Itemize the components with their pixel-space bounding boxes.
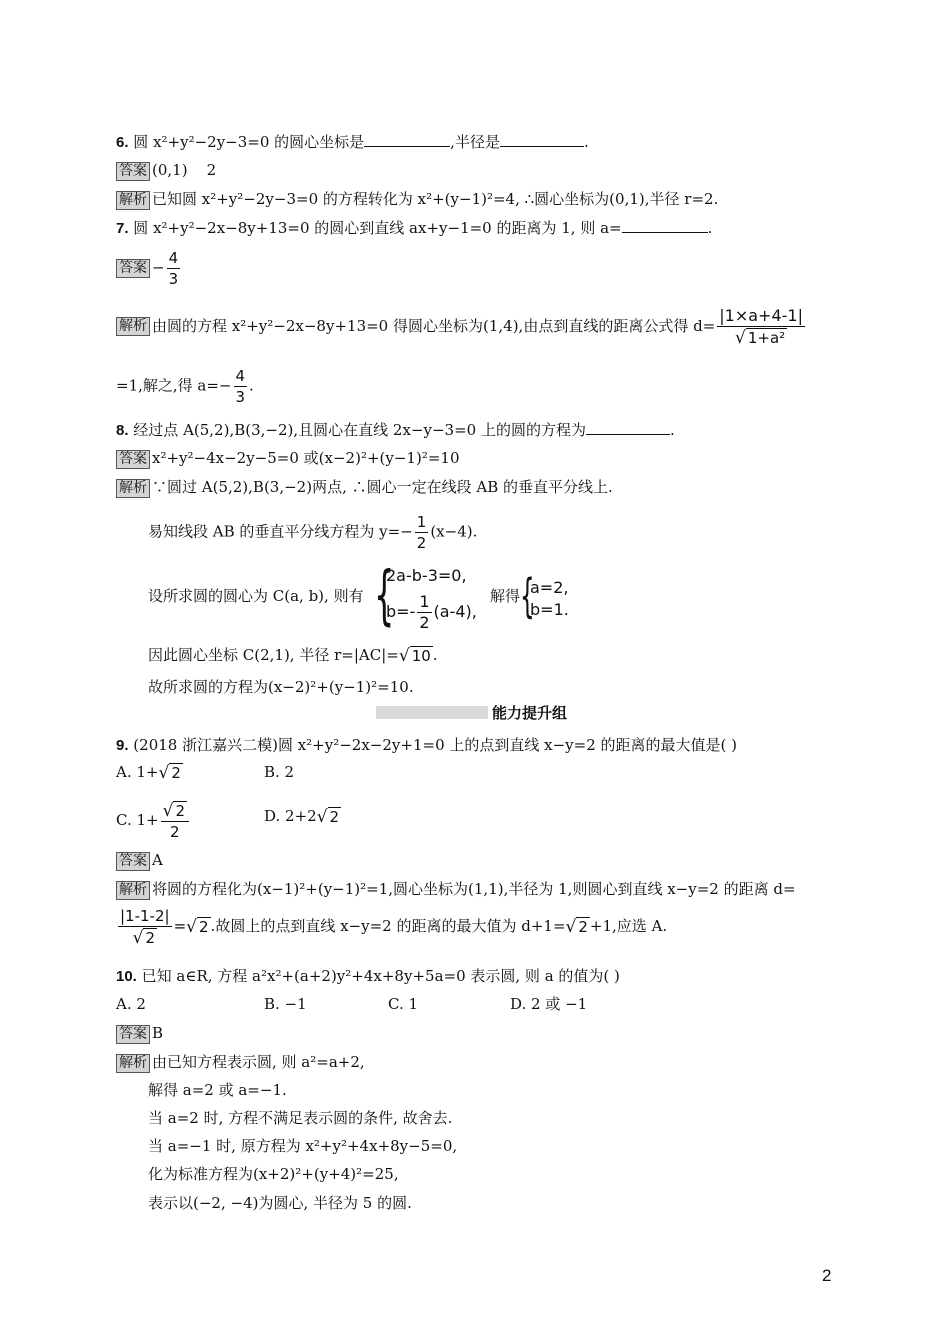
q6-blank-radius: [500, 132, 584, 147]
q8-bisector-end: (x−4).: [430, 522, 478, 541]
q7-analysis-line1: [116, 306, 807, 348]
fraction-denominator: 3: [235, 388, 246, 406]
fraction-denominator: 2: [419, 613, 430, 632]
q8-final-equation: 故所求圆的方程为(x−2)²+(y−1)²=10.: [148, 678, 414, 696]
fraction-numerator: 4: [235, 367, 246, 385]
fraction-numerator: [161, 800, 189, 822]
option-label: A. 2: [116, 995, 146, 1013]
q10-analysis-line1: [116, 1052, 365, 1073]
sqrt-expression: √ 2: [132, 927, 155, 948]
option-label: D. 2+2: [264, 807, 317, 825]
system-equation: b=-: [386, 602, 416, 621]
option-fraction: [161, 800, 189, 842]
q10-analysis-line5: [148, 1164, 399, 1184]
q9-analysis-line2: [116, 906, 667, 948]
sqrt-expression: √ 2: [162, 800, 185, 821]
q6-analysis: [116, 189, 718, 210]
q9-analysis-end: +1,应选 A.: [589, 916, 668, 935]
q7-analysis-result: =1,解之,得 a=−: [116, 376, 232, 395]
page-number: 2: [822, 1266, 832, 1285]
radical-icon: √: [316, 807, 328, 827]
section-title-text: 能力提升组: [492, 704, 568, 722]
q8-analysis-line2: [148, 512, 477, 553]
q6-analysis-text: 已知圆 x²+y²−2y−3=0 的方程转化为 x²+(y−1)²=4, ∴圆心坐标为(0,1),半径 r=2.: [152, 190, 719, 208]
radical-icon: √: [735, 327, 746, 348]
analysis-label: 解析: [116, 191, 150, 210]
q8-analysis-line1: [116, 477, 613, 498]
q8-solve-text: [490, 586, 520, 606]
radical-icon: √: [398, 646, 410, 666]
left-brace-icon: {: [520, 569, 535, 623]
fraction-denominator: 3: [168, 270, 179, 288]
answer-label: 答案: [116, 162, 150, 181]
radical-icon: √: [186, 916, 197, 937]
radical-icon: √: [158, 763, 170, 783]
sqrt-expression: √ 2: [316, 807, 340, 827]
q9-question: [116, 735, 737, 756]
q10-analysis-line6: [148, 1193, 412, 1213]
q8-text-end: .: [669, 421, 675, 439]
q9-analysis-text: 将圆的方程化为(x−1)²+(y−1)²=1,圆心坐标为(1,1),半径为 1,则圆心到直线 x−y=2 的距离 d=: [152, 880, 796, 898]
q10-analysis-line2: [148, 1080, 287, 1100]
q10-analysis-line3: [148, 1108, 452, 1128]
q7-analysis-text: 由圆的方程 x²+y²−2x−8y+13=0 得圆心坐标为(1,4),由点到直线的距离公式得 d=: [152, 316, 716, 335]
q8-radius-end: .: [432, 646, 438, 664]
q10-answer: [116, 1023, 163, 1044]
q6-blank-center: [364, 132, 450, 147]
q6-text-mid: ,半径是: [450, 133, 500, 151]
q9-option-a[interactable]: [116, 762, 183, 783]
answer-label: 答案: [116, 450, 150, 469]
q7-text: 圆 x²+y²−2x−8y+13=0 的圆心到直线 ax+y−1=0 的距离为 1, 则 a=: [133, 219, 622, 237]
q10-number: 10.: [116, 968, 137, 985]
q10-analysis-line4: [148, 1136, 457, 1156]
q7-answer-fraction: [167, 248, 181, 289]
q8-answer-text: x²+y²−4x−2y−5=0 或(x−2)²+(y−1)²=10: [152, 449, 460, 467]
q9-number: 9.: [116, 737, 129, 754]
q6-number: 6.: [116, 134, 129, 151]
option-label: D. 2 或 −1: [510, 995, 588, 1013]
q9-text: (2018 浙江嘉兴二模)圆 x²+y²−2x−2y+1=0 上的点到直线 x−y=2 的距离的最大值是( ): [133, 736, 738, 754]
q8-analysis-line3: [148, 586, 364, 606]
sqrt-expression: √ 2: [158, 763, 181, 783]
q8-radius-text: 因此圆心坐标 C(2,1), 半径 r=|AC|=: [148, 646, 399, 664]
sqrt-expression: √ 2: [565, 916, 588, 937]
analysis-label: 解析: [116, 881, 150, 900]
radical-icon: √: [162, 800, 174, 821]
system-equation: 2a-b-3=0,: [386, 566, 467, 585]
fraction-numerator: 1: [419, 592, 430, 611]
section-title: [492, 703, 567, 723]
q7-analysis-end: .: [249, 376, 254, 395]
q8-analysis-text: ∵圆过 A(5,2),B(3,−2)两点, ∴圆心一定在线段 AB 的垂直平分线上.: [152, 478, 613, 496]
q7-distance-fraction: [717, 306, 805, 348]
q9-answer-text: A: [152, 851, 163, 869]
q10-option-b[interactable]: [264, 994, 307, 1014]
q10-option-c[interactable]: [388, 994, 418, 1014]
q6-answer-text: (0,1) 2: [152, 161, 217, 179]
analysis-label: 解析: [116, 479, 150, 498]
q6-text: 圆 x²+y²−2y−3=0 的圆心坐标是: [133, 133, 365, 151]
q7-question: [116, 218, 712, 239]
fraction-numerator: |1×a+4-1|: [719, 306, 803, 325]
left-brace-icon: {: [374, 559, 395, 633]
option-label: C. 1: [388, 995, 419, 1013]
q8-solution-row2: [530, 600, 569, 620]
option-label: B. 2: [264, 763, 295, 781]
q6-text-end: .: [583, 133, 589, 151]
analysis-label: 解析: [116, 317, 150, 336]
section-bar: [376, 706, 488, 719]
q9-option-c[interactable]: [116, 800, 191, 842]
fraction-numerator: |1-1-2|: [120, 907, 170, 925]
q8-bisector-fraction: [415, 512, 429, 553]
q8-blank: [586, 420, 670, 435]
q8-number: 8.: [116, 422, 129, 439]
q9-max-distance-text: .故圆上的点到直线 x−y=2 的距离的最大值为 d+1=: [210, 916, 566, 935]
answer-label: 答案: [116, 259, 150, 278]
q9-option-d[interactable]: [264, 806, 341, 827]
q8-question: [116, 420, 675, 441]
q10-analysis-text: 当 a=−1 时, 原方程为 x²+y²+4x+8y−5=0,: [148, 1137, 458, 1155]
sqrt-expression: √ 1+a²: [735, 327, 786, 348]
q9-answer: [116, 850, 163, 871]
q10-question: [116, 966, 620, 987]
q10-text: 已知 a∈R, 方程 a²x²+(a+2)y²+4x+8y+5a=0 表示圆, 则 a 的值为( ): [141, 967, 620, 985]
radical-icon: √: [565, 916, 577, 937]
q8-text: 经过点 A(5,2),B(3,−2),且圆心在直线 2x−y−3=0 上的圆的方程为: [133, 421, 586, 439]
option-label: A. 1+: [116, 763, 159, 781]
q7-analysis-line2: [116, 366, 254, 407]
q8-analysis-line4: [148, 645, 438, 666]
q8-center-text: 设所求圆的圆心为 C(a, b), 则有: [148, 587, 364, 605]
q9-analysis-line1: [116, 879, 796, 900]
q8-solution-row1: [530, 578, 568, 598]
analysis-label: 解析: [116, 1054, 150, 1073]
q10-answer-text: B: [152, 1024, 164, 1042]
q8-system-row1: [386, 566, 467, 586]
q8-solve-label: 解得: [490, 587, 521, 605]
q8-system-row2: [386, 592, 477, 633]
q8-analysis-line5: [148, 677, 414, 697]
solution-value: b=1.: [530, 600, 569, 619]
system-fraction: [417, 592, 431, 633]
answer-label: 答案: [116, 1025, 150, 1044]
solution-value: a=2,: [530, 578, 569, 597]
q8-bisector-text: 易知线段 AB 的垂直平分线方程为 y=−: [148, 522, 413, 541]
answer-label: 答案: [116, 852, 150, 871]
option-label: C. 1+: [116, 810, 159, 829]
q10-analysis-text: 当 a=2 时, 方程不满足表示圆的条件, 故舍去.: [148, 1109, 453, 1127]
q7-answer: [116, 248, 182, 289]
q7-blank: [622, 218, 708, 233]
q10-option-a[interactable]: [116, 994, 146, 1014]
q10-analysis-text: 解得 a=2 或 a=−1.: [148, 1081, 287, 1099]
q10-analysis-text: 由已知方程表示圆, 则 a²=a+2,: [152, 1053, 365, 1071]
q10-analysis-text: 表示以(−2, −4)为圆心, 半径为 5 的圆.: [148, 1194, 412, 1212]
equals-sign: =: [173, 916, 187, 935]
q7-number: 7.: [116, 220, 129, 237]
q10-analysis-text: 化为标准方程为(x+2)²+(y+4)²=25,: [148, 1165, 399, 1183]
fraction-numerator: 4: [168, 249, 179, 267]
option-label: B. −1: [264, 995, 307, 1013]
q9-distance-fraction: [118, 906, 172, 948]
q10-option-d[interactable]: [510, 994, 587, 1014]
system-equation-end: (a-4),: [433, 602, 477, 621]
fraction-denominator: [733, 327, 789, 348]
sqrt-expression: √ 10: [398, 646, 431, 666]
fraction-denominator: [131, 927, 159, 948]
q8-answer: [116, 448, 460, 469]
fraction-numerator: 1: [416, 513, 427, 531]
sqrt-expression: √ 2: [186, 916, 209, 937]
q7-result-fraction: [234, 366, 248, 407]
radical-icon: √: [132, 927, 144, 948]
q9-option-b[interactable]: [264, 762, 294, 782]
fraction-denominator: 2: [170, 822, 180, 841]
q6-question: [116, 132, 589, 153]
q7-text-end: .: [707, 219, 713, 237]
q6-answer: [116, 160, 216, 181]
fraction-denominator: 2: [416, 534, 427, 552]
q7-answer-sign: −: [152, 258, 165, 277]
